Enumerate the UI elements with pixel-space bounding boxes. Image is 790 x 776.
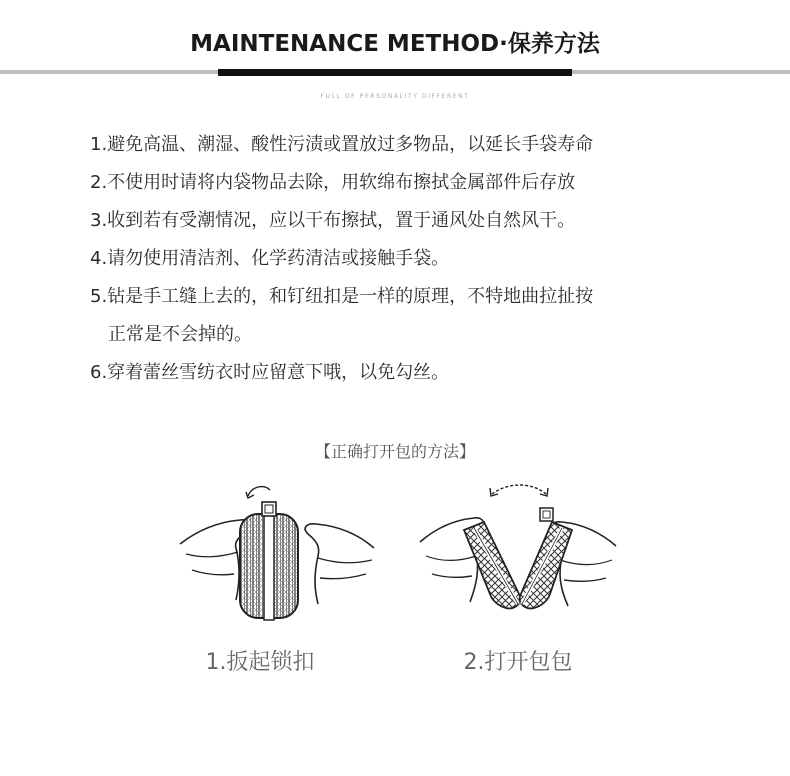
step-caption-flip-clasp: 1.扳起锁扣 <box>205 650 315 675</box>
list-item-continuation: 正常是不会掉的。 <box>108 324 252 345</box>
list-item: 1.避免高温、潮湿、酸性污渍或置放过多物品，以延长手袋寿命 <box>90 134 594 155</box>
list-item: 5.钻是手工缝上去的，和钉纽扣是一样的原理，不特地曲拉扯按 <box>90 286 594 307</box>
list-item: 3.收到若有受潮情况，应以干布擦拭，置于通风处自然风干。 <box>90 210 576 231</box>
page-subtitle: FULL OF PERSONALITY DIFFERENT <box>320 93 470 100</box>
list-item: 4.请勿使用清洁剂、化学药清洁或接触手袋。 <box>90 248 450 269</box>
list-item: 2.不使用时请将内袋物品去除，用软绵布擦拭金属部件后存放 <box>90 172 576 193</box>
title-divider-black <box>218 69 572 76</box>
list-item: 6.穿着蕾丝雪纺衣时应留意下哦，以免勾丝。 <box>90 362 450 383</box>
page-title: MAINTENANCE METHOD·保养方法 <box>190 31 600 57</box>
hands-open-bag-illustration <box>418 478 618 628</box>
maintenance-list <box>90 132 730 398</box>
open-method-title: 【正确打开包的方法】 <box>314 442 475 461</box>
step-caption-open-bag: 2.打开包包 <box>463 650 573 675</box>
hands-flip-clasp-illustration <box>178 478 378 628</box>
